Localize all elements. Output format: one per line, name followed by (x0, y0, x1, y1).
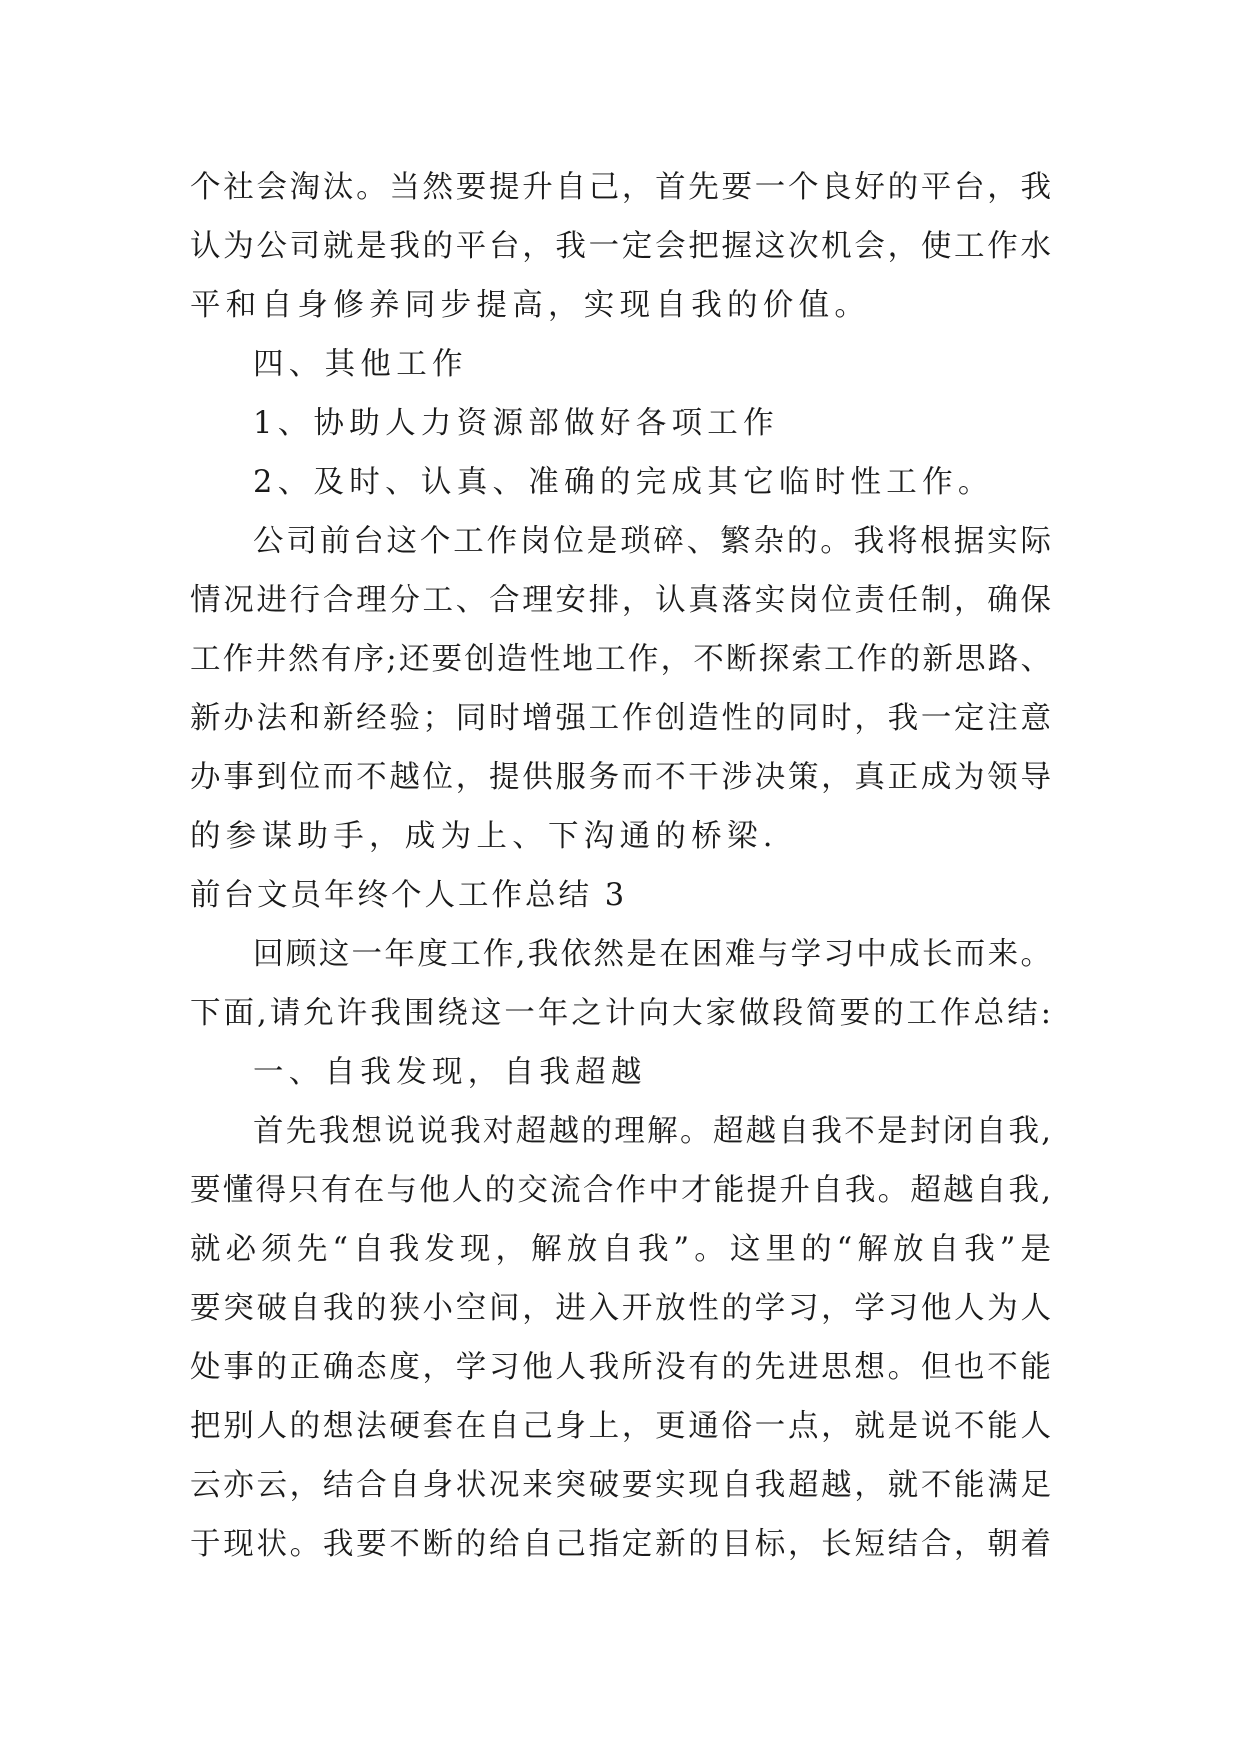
text-line: 四、其他工作 (253, 347, 468, 382)
text-line: 一、自我发现，自我超越 (253, 1055, 647, 1090)
text-line: 个社会淘汰。当然要提升自己，首先要一个良好的平台，我 (190, 170, 1051, 205)
text-line: 回顾这一年度工作,我依然是在困难与学习中成长而来。 (253, 937, 1051, 972)
text-line: 1、协助人力资源部做好各项工作 (253, 406, 779, 441)
text-line: 新办法和新经验；同时增强工作创造性的同时，我一定注意 (190, 701, 1051, 736)
text-line: 处事的正确态度，学习他人我所没有的先进思想。但也不能 (190, 1350, 1051, 1385)
text-line: 认为公司就是我的平台，我一定会把握这次机会，使工作水 (190, 229, 1051, 264)
text-line: 首先我想说说我对超越的理解。超越自我不是封闭自我, (253, 1114, 1051, 1149)
text-line: 情况进行合理分工、合理安排，认真落实岗位责任制，确保 (190, 583, 1051, 618)
text-line: 把别人的想法硬套在自己身上，更通俗一点，就是说不能人 (190, 1409, 1051, 1444)
text-line: 于现状。我要不断的给自己指定新的目标，长短结合，朝着 (190, 1527, 1051, 1562)
text-line: 就必须先“自我发现，解放自我”。这里的“解放自我”是 (190, 1232, 1051, 1267)
document-body (190, 158, 1051, 1574)
text-line: 的参谋助手，成为上、下沟通的桥梁. (190, 819, 778, 854)
text-line: 下面,请允许我围绕这一年之计向大家做段简要的工作总结: (190, 996, 1051, 1031)
text-line: 2、及时、认真、准确的完成其它临时性工作。 (253, 465, 994, 500)
section-heading: 前台文员年终个人工作总结 3 (190, 878, 628, 913)
text-line: 要懂得只有在与他人的交流合作中才能提升自我。超越自我, (190, 1173, 1051, 1208)
text-line: 工作井然有序;还要创造性地工作，不断探索工作的新思路、 (190, 642, 1051, 677)
text-line: 云亦云，结合自身状况来突破要实现自我超越，就不能满足 (190, 1468, 1051, 1503)
text-line: 公司前台这个工作岗位是琐碎、繁杂的。我将根据实际 (253, 524, 1051, 559)
text-line: 平和自身修养同步提高，实现自我的价值。 (190, 288, 871, 323)
text-line: 办事到位而不越位，提供服务而不干涉决策，真正成为领导 (190, 760, 1051, 795)
text-line: 要突破自我的狭小空间，进入开放性的学习，学习他人为人 (190, 1291, 1051, 1326)
